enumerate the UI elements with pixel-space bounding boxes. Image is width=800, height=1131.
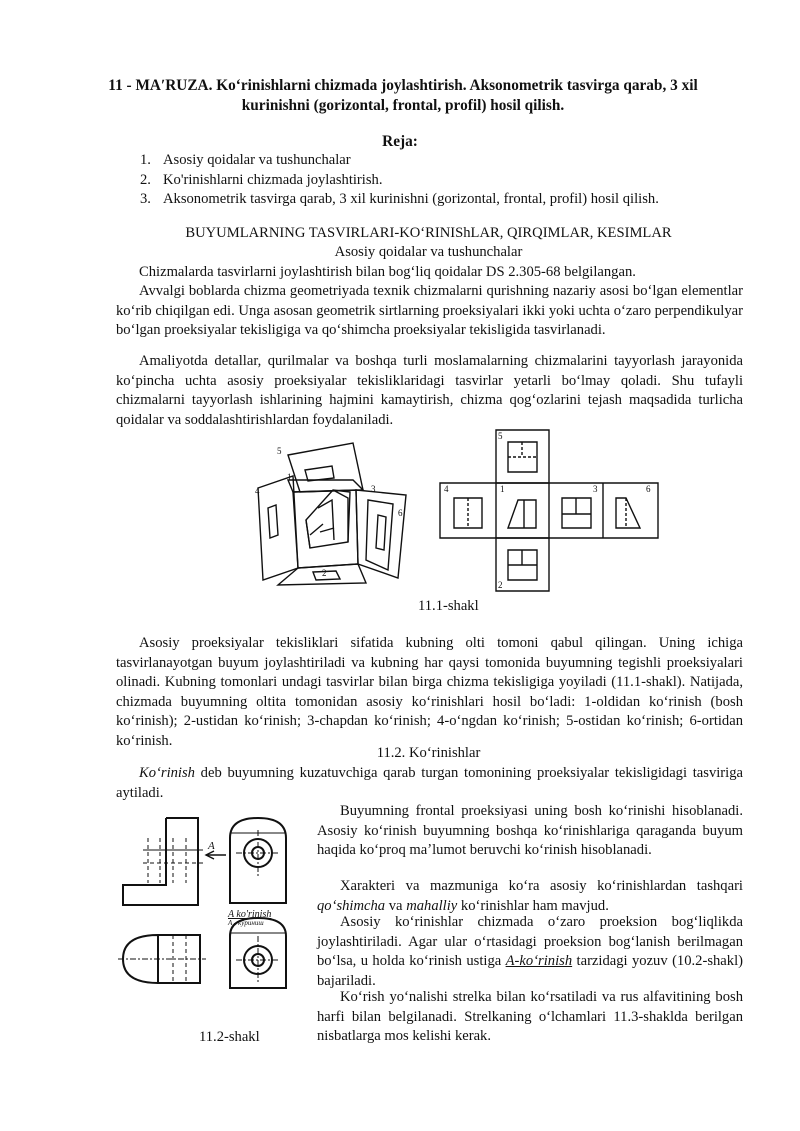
cube-perspective-figure (248, 440, 414, 590)
plan-item: 2. Ko'rinishlarni chizmada joylashtirish. (140, 171, 383, 188)
lecture-title: 11 - MAʹRUZA. Koʻrinishlarni chizmada joylashtirish. Aksonometrik tasvirga qarab, 3 xil kurinishni (gorizontal, frontal, profil) hosil qilish. (108, 77, 698, 114)
paragraph: Avvalgi boblarda chizma geometriyada texnik chizmalarni qurishning nazariy asosi boʻlgan elementlar koʻrib chiqilgan edi. Unga asosan geometrik sirtlarning proeksiyalari ikki yoki uchta oʻzaro perpendikulyar boʻlgan proeksiyalar tekisligiga va qoʻshimcha proeksiyalar tekisligida tasvirlanadi. (116, 283, 743, 338)
paragraph: Chizmalarda tasvirlarni joylashtirish bilan bogʻliq qoidalar DS 2.305-68 belgilangan. (139, 264, 636, 280)
paragraph: Xarakteri va mazmuniga koʻra asosiy koʻrinishlardan tashqari qoʻshimcha va mahalliy koʻrinishlar ham mavjud. (317, 878, 743, 914)
figure-caption: 11.2-shakl (199, 1029, 260, 1045)
view-label: A ko'rinish A - кўриниш (228, 909, 272, 927)
cube-label: 5 (277, 446, 282, 456)
paragraph: Koʻrish yoʻnalishi strelka bilan koʻrsatiladi va rus alfavitining bosh harfi bilan belgilanadi. Strelkaning oʻlchamlari 11.3-shaklda berilgan nisbatlarga mos kelishi kerak. (317, 989, 743, 1044)
paragraph: Buyumning frontal proeksiyasi uning bosh koʻrinishi hisoblanadi. Asosiy koʻrinish buyumning boshqa koʻrinishlariga qaraganda buyum haqida koʻproq maʼlumot beruvchi koʻrinish hisoblanadi. (317, 803, 743, 858)
view-arrow-letter: A (208, 840, 215, 852)
cube-label: 6 (398, 508, 403, 518)
cube-label: 3 (371, 484, 376, 494)
definition-term: Koʻrinish (139, 765, 195, 781)
section-subheading: Asosiy qoidalar va tushunchalar (334, 244, 523, 260)
definition-paragraph: Koʻrinish deb buyumning kuzatuvchiga qarab turgan tomonining proeksiyalar tekisligidagi tasviriga aytiladi. (116, 765, 743, 801)
section-heading: 11.2. Koʻrinishlar (376, 745, 481, 761)
figure-caption: 11.1-shakl (418, 598, 479, 614)
cube-label: 4 (255, 486, 260, 496)
plan-item: 1. Asosiy qoidalar va tushunchalar (140, 152, 351, 168)
cube-label: 2 (322, 568, 327, 578)
cube-net-figure (440, 430, 660, 592)
net-label: 6 (646, 484, 651, 494)
net-label: 4 (444, 484, 449, 494)
net-label: 1 (500, 484, 505, 494)
net-label: 2 (498, 580, 503, 590)
net-label: 3 (593, 484, 598, 494)
paragraph: Asosiy proeksiyalar tekisliklari sifatida kubning olti tomoni qabul qilingan. Uning ichiga tasvirlanayotgan buyum joylashtiriladi va kubning har qaysi tomonida buyumning tegishli proeksiyalari olinadi. Kubning tomonlari undagi tasvirlar bilan birga chizma tekisligiga yoyiladi (11.1-shakl). Natijada, chizmada buyumning oltita tomonidan asosiy koʻrinishlari hosil boʻladi: 1-oldidan koʻrinish (bosh koʻrinish); 2-ustidan koʻrinish; 3-chapdan koʻrinish; 4-oʻngdan koʻrinish; 5-ostidan koʻrinish; 6-ortidan koʻrinish. (116, 635, 743, 749)
paragraph: Amaliyotda detallar, qurilmalar va boshqa turli moslamalarning chizmalarini tayyorlash jarayonida koʻpincha uchta asosiy proeksiyalar tekisliklaridagi tasvirlar yetarli boʻlmay qoladi. Shu tufayli chizmalarni tayyorlash ishlarining hajmini kamaytirish, chizma qogʻozlarini tejash maqsadida turlicha qoidalar va soddalashtirishlardan foydalaniladi. (116, 353, 743, 428)
cube-label: 1 (287, 472, 292, 482)
section-heading: BUYUMLARNING TASVIRLARI-KOʻRINIShLAR, QIRQIMLAR, KESIMLAR (185, 225, 672, 241)
paragraph: Asosiy koʻrinishlar chizmada oʻzaro proeksion bogʻliqlikda joylashtiriladi. Agar ular oʻrtasidagi proeksion bogʻlanish berilmagan boʻlsa, u holda koʻrinish ustiga A-koʻrinish tarzidagi yozuv (10.2-shakl) bajariladi. (317, 914, 743, 989)
plan-list (140, 151, 659, 210)
plan-heading: Reja: (382, 133, 418, 150)
plan-item: 3. Aksonometrik tasvirga qarab, 3 xil kurinishni (gorizontal, frontal, profil) hosil qilish. (140, 191, 659, 207)
view-label-ref: A-koʻrinish (505, 953, 573, 969)
net-label: 5 (498, 431, 503, 441)
